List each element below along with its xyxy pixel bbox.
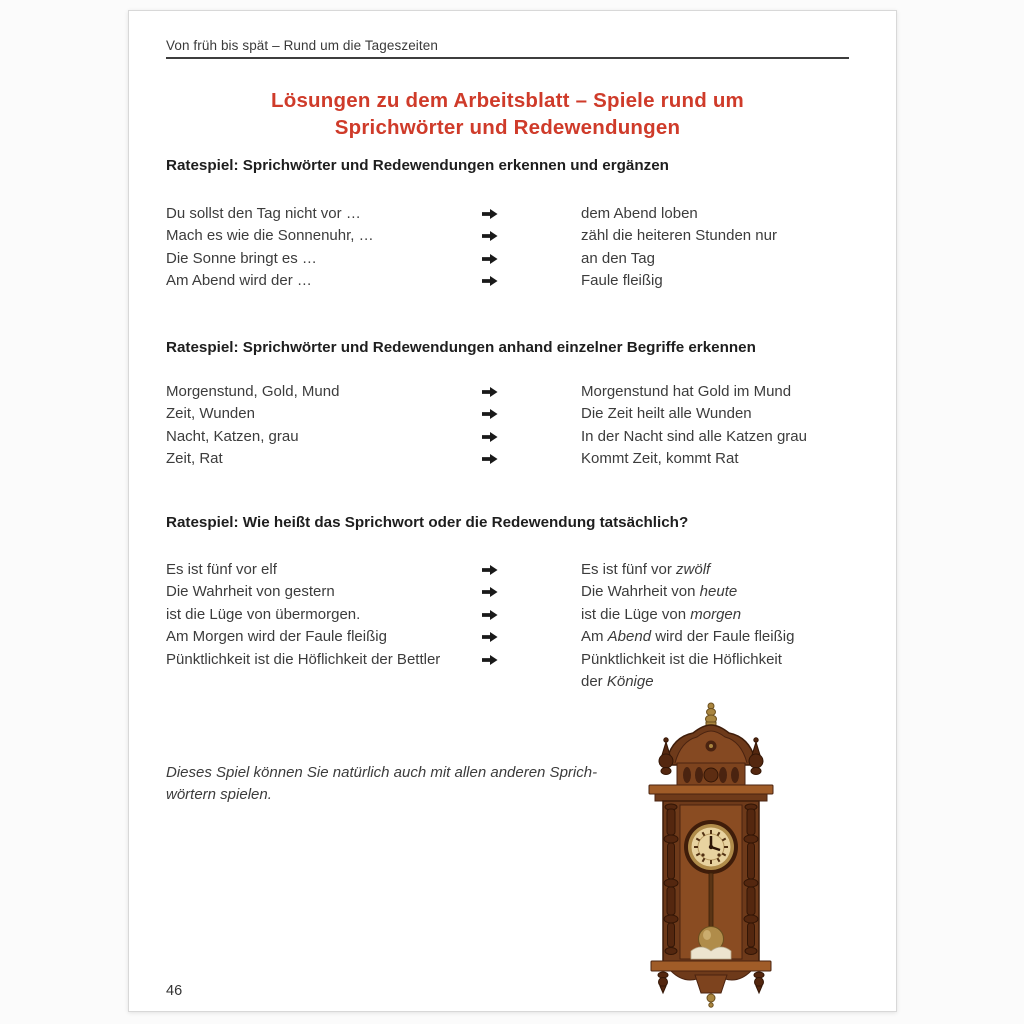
arrow-right-icon xyxy=(482,654,498,666)
table-row xyxy=(166,225,866,247)
page-title-line1: Lösungen zu dem Arbeitsblatt – Spiele rund um xyxy=(271,89,744,112)
row-right-text: Morgenstund hat Gold im Mund xyxy=(581,383,792,400)
section-rows-3 xyxy=(166,559,866,693)
table-row xyxy=(166,381,866,403)
row-left-text: Mach es wie die Sonnenuhr, … xyxy=(166,227,374,245)
arrow-right-icon xyxy=(482,609,498,621)
row-left-text: Die Wahrheit von gestern xyxy=(166,583,335,601)
row-left-text: Nacht, Katzen, grau xyxy=(166,427,299,445)
row-right-text: Es ist fünf vor zwölf xyxy=(581,561,711,578)
footer-note-line2: wörtern spielen. xyxy=(166,786,272,804)
row-left-text: Zeit, Rat xyxy=(166,450,223,468)
table-row-continuation xyxy=(166,671,866,693)
table-row xyxy=(166,248,866,270)
arrow-right-icon xyxy=(482,431,498,443)
row-left-text: Am Morgen wird der Faule fleißig xyxy=(166,628,387,646)
row-left-text: Pünktlichkeit ist die Höflichkeit der Bettler xyxy=(166,650,441,668)
arrow-right-icon xyxy=(482,564,498,576)
footer-note-line1: Dieses Spiel können Sie natürlich auch mit allen anderen Sprich- xyxy=(166,764,598,781)
page-title-line2: Sprichwörter und Redewendungen xyxy=(334,116,681,139)
arrow-right-icon xyxy=(482,208,498,220)
header-rule xyxy=(166,57,849,59)
row-right-text: dem Abend loben xyxy=(581,205,698,222)
table-row xyxy=(166,581,866,603)
section-rows-2 xyxy=(166,381,866,471)
footer-note xyxy=(166,762,597,807)
row-right-text: Faule fleißig xyxy=(581,272,663,290)
row-right-text: ist die Lüge von morgen xyxy=(581,605,742,623)
row-right-text: Pünktlichkeit ist die Höflichkeit xyxy=(581,650,782,668)
row-right-text: an den Tag xyxy=(581,249,655,267)
row-left-text: Morgenstund, Gold, Mund xyxy=(166,383,340,400)
arrow-right-icon xyxy=(482,453,498,465)
section-heading-3: Ratespiel: Wie heißt das Sprichwort oder die Redewendung tatsächlich? xyxy=(166,514,689,531)
page-title xyxy=(166,87,849,141)
table-row xyxy=(166,270,866,292)
table-row xyxy=(166,426,866,448)
section-rows-1 xyxy=(166,203,866,293)
row-right-text: zähl die heiteren Stunden nur xyxy=(581,227,777,245)
section-heading-1: Ratespiel: Sprichwörter und Redewendungen erkennen und ergänzen xyxy=(166,157,669,174)
row-right-text: In der Nacht sind alle Katzen grau xyxy=(581,427,807,445)
arrow-right-icon xyxy=(482,386,498,398)
document-page xyxy=(128,10,897,1012)
row-left-text: Am Abend wird der … xyxy=(166,272,312,290)
row-left-text: Du sollst den Tag nicht vor … xyxy=(166,205,361,222)
table-row xyxy=(166,203,866,225)
row-left-text: Die Sonne bringt es … xyxy=(166,249,317,267)
table-row xyxy=(166,403,866,425)
pendulum-clock-image xyxy=(633,699,789,1011)
clock-illustration xyxy=(633,699,789,1011)
running-header: Von früh bis spät – Rund um die Tageszeiten xyxy=(166,38,438,53)
row-right-text: Am Abend wird der Faule fleißig xyxy=(581,628,795,646)
arrow-right-icon xyxy=(482,253,498,265)
section-heading-2: Ratespiel: Sprichwörter und Redewendungen anhand einzelner Begriffe erkennen xyxy=(166,339,756,356)
table-row xyxy=(166,626,866,648)
row-right-text: der Könige xyxy=(581,672,654,690)
arrow-right-icon xyxy=(482,230,498,242)
row-right-text: Kommt Zeit, kommt Rat xyxy=(581,450,739,468)
row-right-text: Die Zeit heilt alle Wunden xyxy=(581,405,752,423)
row-left-text: Es ist fünf vor elf xyxy=(166,561,277,578)
arrow-right-icon xyxy=(482,586,498,598)
row-right-text: Die Wahrheit von heute xyxy=(581,583,738,601)
arrow-right-icon xyxy=(482,408,498,420)
row-left-text: ist die Lüge von übermorgen. xyxy=(166,605,361,623)
arrow-right-icon xyxy=(482,631,498,643)
table-row xyxy=(166,649,866,671)
table-row xyxy=(166,604,866,626)
arrow-right-icon xyxy=(482,275,498,287)
page-number: 46 xyxy=(166,983,183,999)
table-row xyxy=(166,448,866,470)
row-left-text: Zeit, Wunden xyxy=(166,405,255,423)
table-row xyxy=(166,559,866,581)
